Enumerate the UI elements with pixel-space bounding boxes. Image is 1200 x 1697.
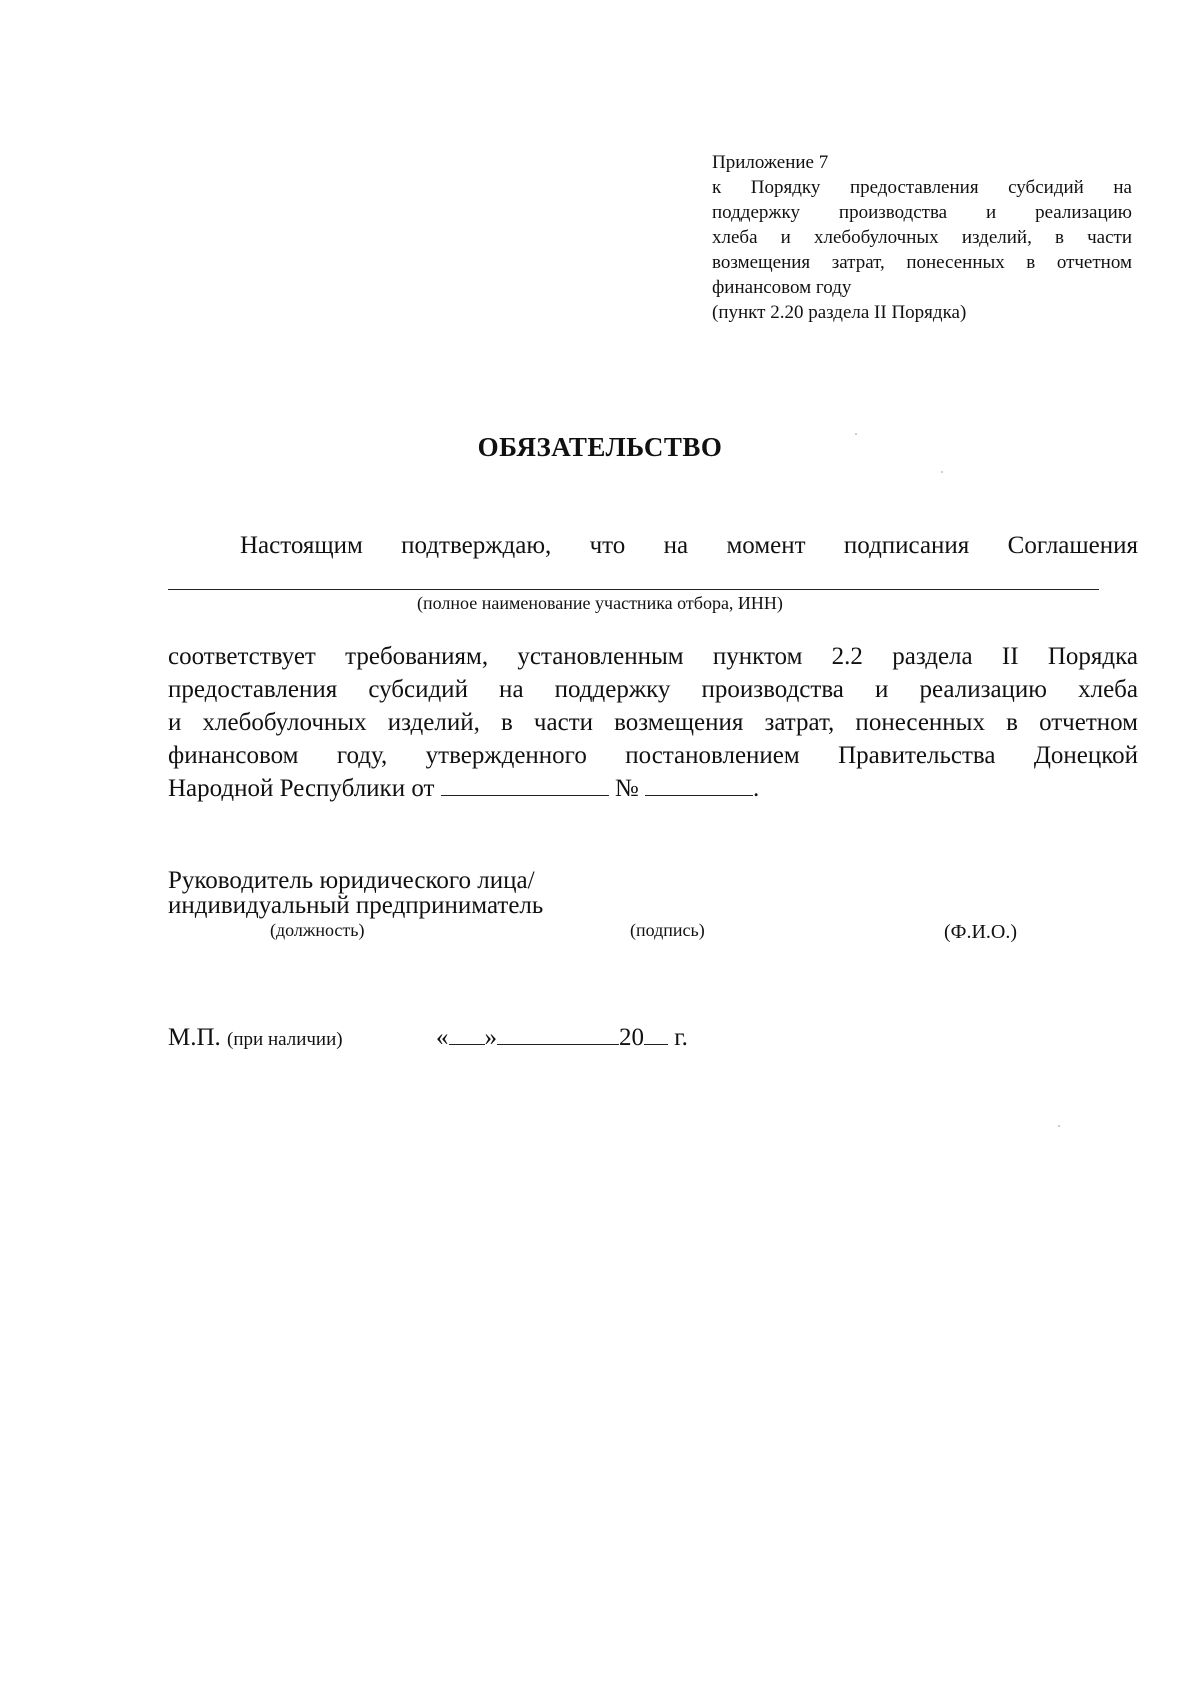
appendix-line: поддержку производства и реализацию bbox=[712, 202, 1132, 223]
close-quote: » bbox=[484, 1024, 497, 1051]
fio-caption: (Ф.И.О.) bbox=[944, 921, 1018, 943]
intro-text: Настоящим подтверждаю, что на момент подписания Соглашения bbox=[240, 532, 1138, 559]
appendix-line: хлеба и хлебобулочных изделий, в части bbox=[712, 227, 1132, 248]
paragraph-end-dot: . bbox=[753, 775, 760, 802]
appendix-line: к Порядку предоставления субсидий на bbox=[712, 177, 1132, 198]
scan-speck bbox=[855, 433, 857, 435]
position-caption: (должность) bbox=[270, 920, 365, 940]
resolution-number-field[interactable] bbox=[645, 775, 753, 796]
appendix-line: финансовом году bbox=[712, 277, 852, 298]
appendix-line: (пункт 2.20 раздела II Порядка) bbox=[712, 302, 967, 323]
paragraph-last-line bbox=[168, 772, 1138, 805]
stamp-note: (при наличии) bbox=[227, 1029, 343, 1050]
paragraph-line: соответствует требованиям, установленным пунктом 2.2 раздела II Порядка bbox=[168, 643, 1138, 670]
paragraph-last-line-prefix: Народной Республики от bbox=[168, 775, 435, 802]
paragraph-line: и хлебобулочных изделий, в части возмещения затрат, понесенных в отчетном bbox=[168, 709, 1138, 736]
month-field[interactable] bbox=[497, 1024, 619, 1045]
open-quote: « bbox=[436, 1024, 449, 1051]
resolution-date-field[interactable] bbox=[441, 775, 609, 796]
participant-name-caption: (полное наименование участника отбора, ИНН) bbox=[417, 593, 783, 613]
stamp-label bbox=[168, 1024, 343, 1052]
stamp-mp: М.П. bbox=[168, 1024, 221, 1051]
year-suffix: г. bbox=[674, 1024, 688, 1051]
day-field[interactable] bbox=[449, 1024, 485, 1045]
signature-caption: (подпись) bbox=[630, 920, 705, 940]
appendix-line: возмещения затрат, понесенных в отчетном bbox=[712, 252, 1132, 273]
paragraph-line: финансовом году, утвержденного постановлением Правительства Донецкой bbox=[168, 742, 1138, 769]
participant-name-field[interactable] bbox=[168, 589, 1099, 590]
year-field[interactable] bbox=[644, 1024, 668, 1045]
paragraph-line: предоставления субсидий на поддержку производства и реализацию хлеба bbox=[168, 676, 1138, 703]
appendix-line: Приложение 7 bbox=[712, 152, 829, 173]
number-sign: № bbox=[614, 775, 639, 802]
signatory-role-line: индивидуальный предприниматель bbox=[168, 892, 544, 919]
main-paragraph bbox=[168, 640, 1138, 805]
signatory-role-line: Руководитель юридического лица/ bbox=[168, 867, 535, 894]
document-title: ОБЯЗАТЕЛЬСТВО bbox=[477, 432, 723, 462]
year-prefix: 20 bbox=[619, 1024, 644, 1051]
signature-block bbox=[168, 868, 543, 918]
appendix-block bbox=[712, 150, 1132, 325]
date-field-row bbox=[436, 1024, 688, 1052]
scan-speck bbox=[1058, 1125, 1060, 1127]
scan-speck bbox=[941, 471, 943, 473]
